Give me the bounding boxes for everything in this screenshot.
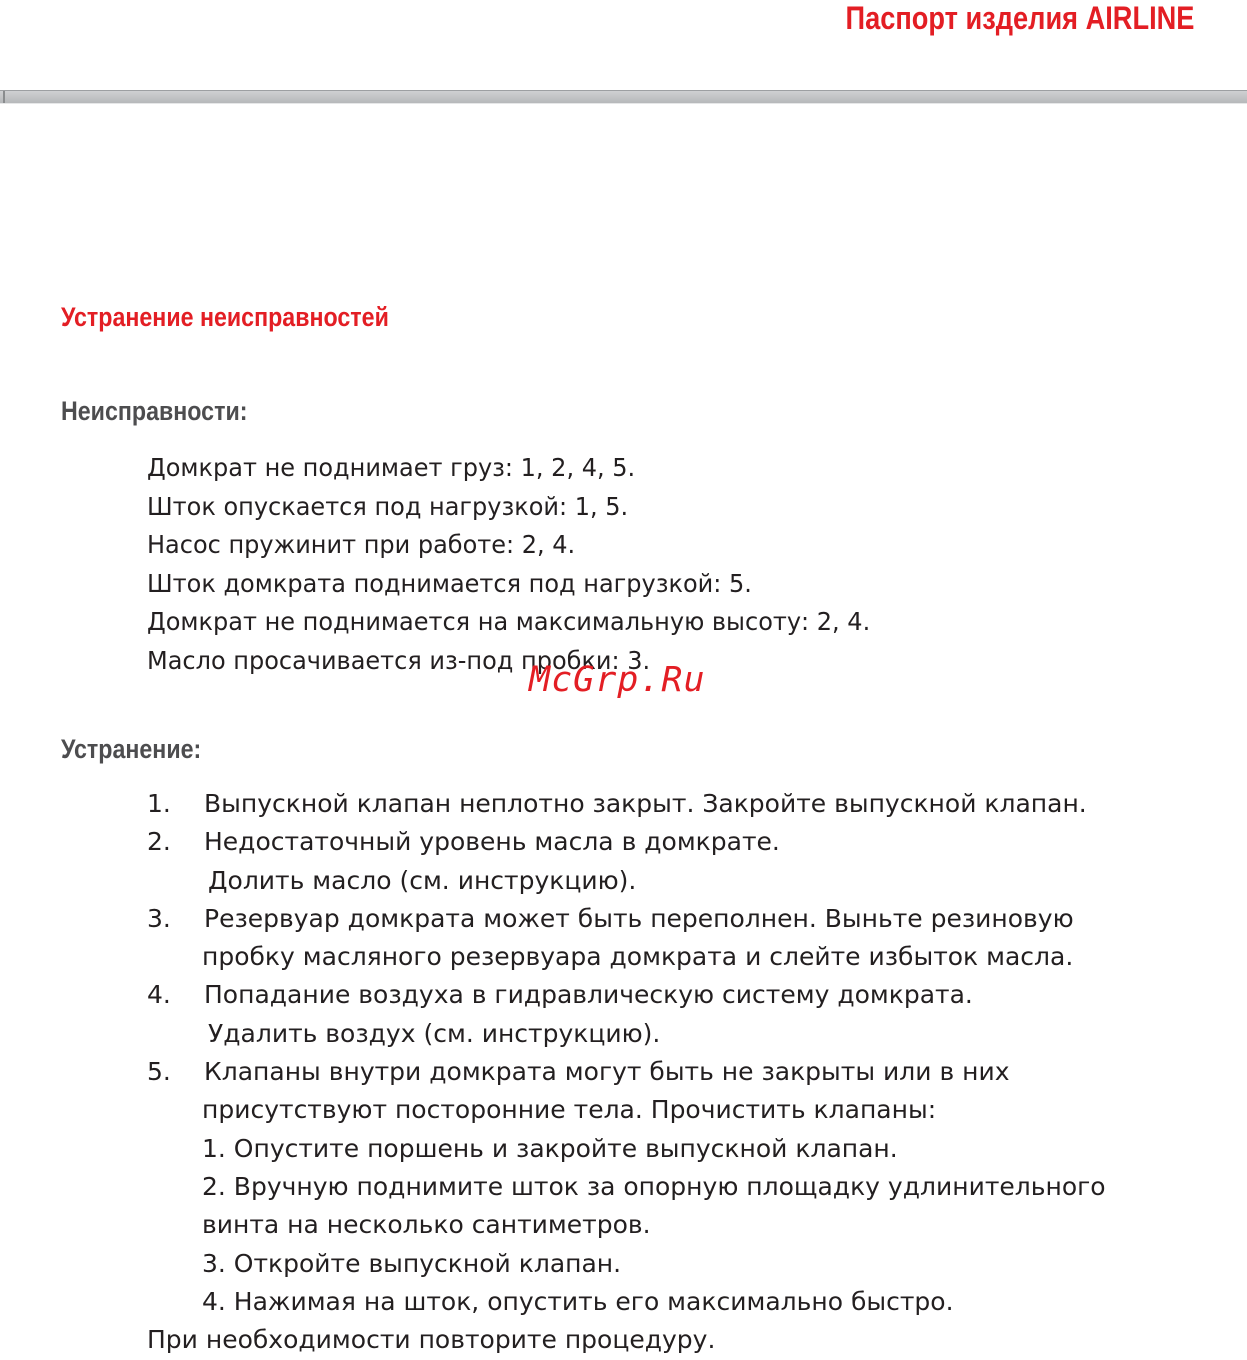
sub-step-continuation <box>147 1206 1207 1244</box>
list-item <box>147 785 1207 823</box>
item-text: Резервуар домкрата может быть переполнен. Выньте резиновую <box>204 903 1074 933</box>
list-item: Насос пружинит при работе: 2, 4. <box>147 530 576 559</box>
item-text: Выпускной клапан неплотно закрыт. Закройте выпускной клапан. <box>204 789 1087 818</box>
fixes-heading: Устранение: <box>61 734 202 764</box>
item-text: Удалить воздух (см. инструкцию). <box>208 1018 661 1048</box>
list-item: Домкрат не поднимается на максимальную высоту: 2, 4. <box>147 607 871 636</box>
item-number: 1. <box>147 789 171 818</box>
list-item: Домкрат не поднимает груз: 1, 2, 4, 5. <box>147 453 636 482</box>
item-number: 3. <box>147 903 171 933</box>
list-item <box>147 823 1207 861</box>
section-title: Устранение неисправностей <box>61 302 389 332</box>
item-text: Попадание воздуха в гидравлическую систему домкрата. <box>204 980 973 1010</box>
list-item-continuation <box>147 1091 1207 1129</box>
item-text: 1. Опустите поршень и закройте выпускной клапан. <box>202 1133 898 1163</box>
item-text: 4. Нажимая на шток, опустить его максимально быстро. <box>202 1286 954 1316</box>
list-item <box>147 1053 1207 1091</box>
sub-step <box>147 1283 1207 1321</box>
item-number: 5. <box>147 1057 171 1087</box>
list-item: Масло просачивается из-под пробки: 3. <box>147 645 651 675</box>
item-text: пробку масляного резервуара домкрата и слейте избыток масла. <box>202 942 1074 972</box>
sub-step <box>147 1245 1207 1283</box>
list-item-continuation <box>147 938 1207 976</box>
sub-step <box>147 1130 1207 1168</box>
list-item: Шток домкрата поднимается под нагрузкой: 5. <box>147 568 752 598</box>
item-text: винта на несколько сантиметров. <box>202 1210 651 1240</box>
item-number: 4. <box>147 980 171 1010</box>
sub-step <box>147 1168 1207 1206</box>
footer-note <box>147 1321 1207 1359</box>
header-divider <box>0 90 1247 104</box>
list-item <box>147 976 1207 1014</box>
item-text: Долить масло (см. инструкцию). <box>208 865 637 895</box>
watermark: McGrp.Ru <box>529 660 706 700</box>
item-text: Клапаны внутри домкрата могут быть не закрыты или в них <box>204 1057 1010 1087</box>
fault-list <box>147 449 900 680</box>
fix-list <box>147 785 1207 1359</box>
item-text: Недостаточный уровень масла в домкрате. <box>204 827 780 857</box>
item-text: При необходимости повторите процедуру. <box>147 1325 716 1355</box>
list-item-continuation <box>147 862 1207 900</box>
item-text: присутствуют посторонние тела. Прочистить клапаны: <box>202 1095 937 1125</box>
page-header-title: Паспорт изделия AIRLINE <box>845 0 1194 36</box>
item-text: 2. Вручную поднимите шток за опорную площадку удлинительного <box>202 1171 1106 1201</box>
list-item <box>147 900 1207 938</box>
item-number: 2. <box>147 827 171 857</box>
list-item: Шток опускается под нагрузкой: 1, 5. <box>147 491 629 521</box>
list-item-continuation <box>147 1015 1207 1053</box>
item-text: 3. Откройте выпускной клапан. <box>202 1248 622 1278</box>
faults-heading: Неисправности: <box>61 396 248 426</box>
